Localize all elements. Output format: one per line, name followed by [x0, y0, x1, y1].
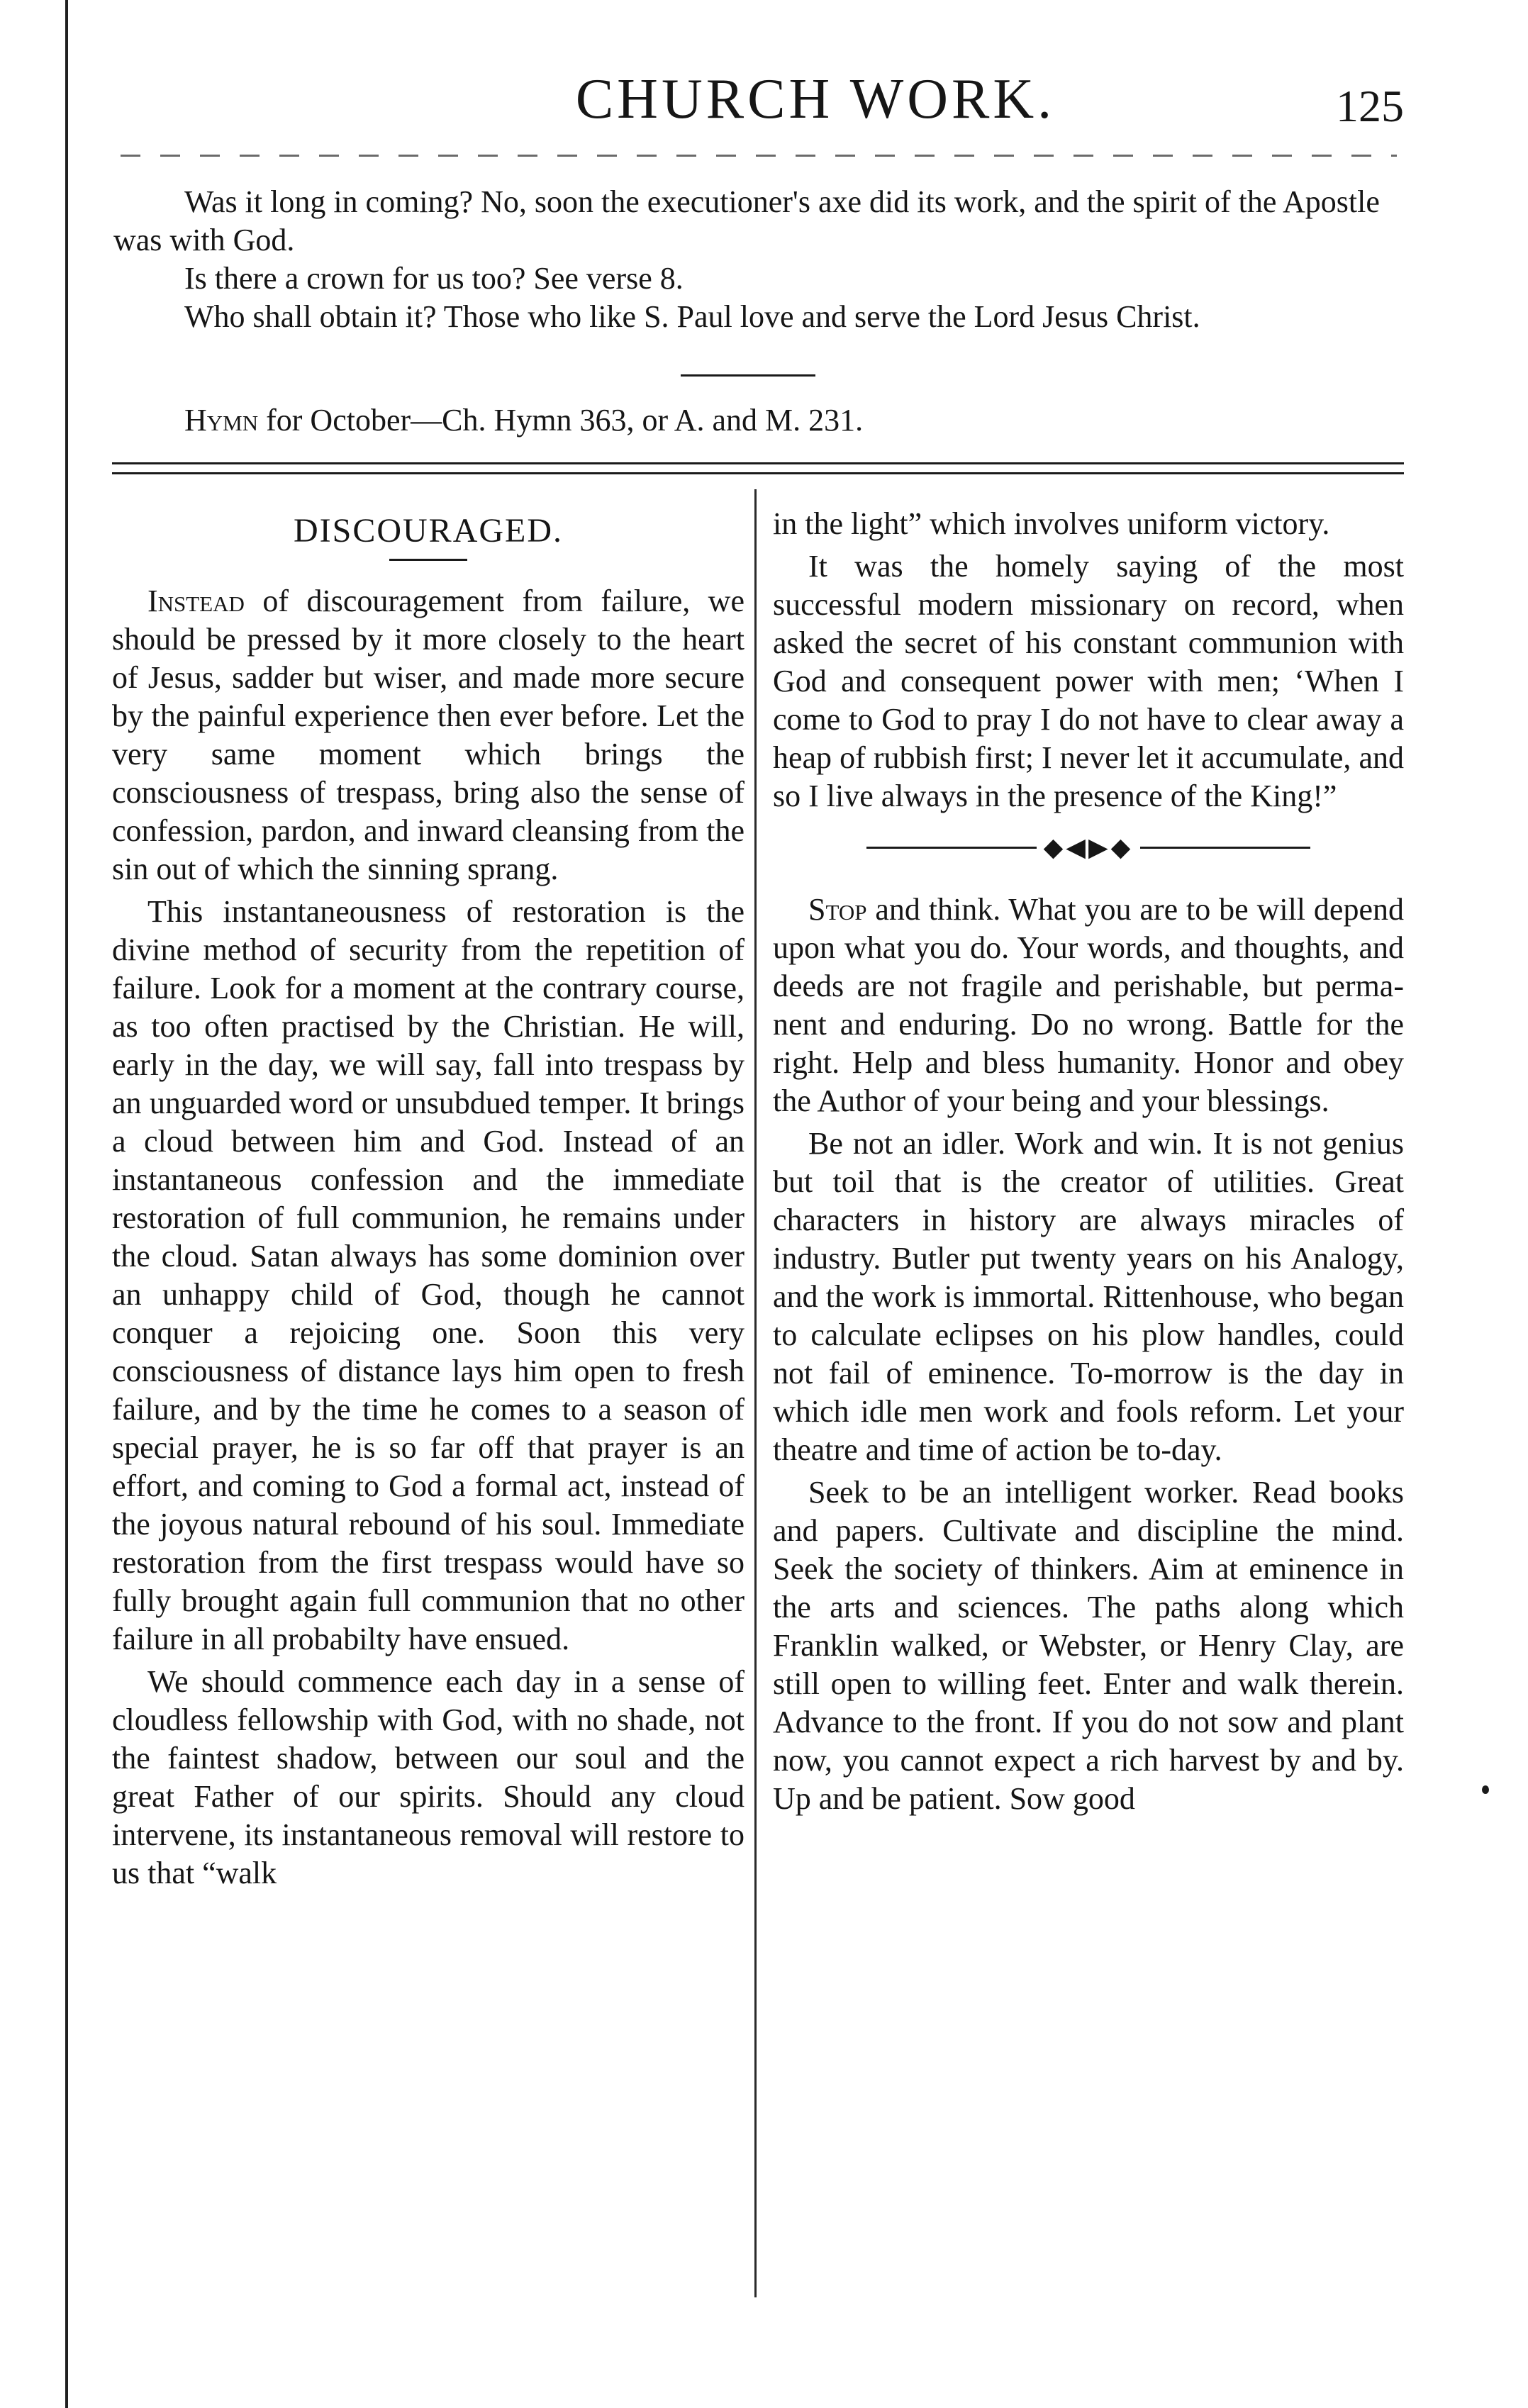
page-number: 125	[1336, 81, 1404, 131]
right-column	[773, 505, 1404, 1822]
binding-edge-line	[65, 0, 68, 2408]
section-double-rule-top	[112, 462, 1404, 464]
header-dashed-rule	[121, 155, 1397, 157]
ornament-glyph: ◆◀▶◆	[1043, 833, 1134, 862]
print-speck	[1482, 1785, 1489, 1794]
right-paragraph-3	[773, 891, 1404, 1120]
intro-question-1: Was it long in coming? No, soon the executioner's axe did its work, and the spirit of the Apostle was with God.	[113, 184, 1380, 257]
left-column	[112, 505, 745, 1897]
hymn-label: Hymn	[184, 403, 259, 437]
left-paragraph-1	[112, 582, 745, 888]
section-ornament	[773, 828, 1404, 866]
right-paragraph-2: It was the homely saying of the most successful modern missionary on record, when asked the secret of his constant communion with God and consequent power with men; ‘When I come to God to pray I do not have to clear away a heap of rubbish first; I never let it accumulate, and so I live always in the presence of the King!”	[773, 549, 1404, 813]
drop-word: Instead	[147, 584, 245, 618]
left-paragraph-3: We should commence each day in a sense of cloudless fellowship with God, with no shade, not the faintest shadow, between our soul and the great Father of our spirits. Should any cloud intervene, its instantaneous removal will restore to us that “walk	[112, 1664, 745, 1890]
left-paragraph-2: This instantaneousness of restoration is the divine method of security from the repetition of failure. Look for a moment at the contrary course, as too often practised by the Christian. He will, early in the day, we will say, fall into trespass by an unguarded word or unsubdued temper. It brings a cloud between him and God. Instead of an instantaneous confession and the immediate restoration of full communion, he remains under the cloud. Satan always has some dominion over an unhappy child of God, though he cannot conquer a rejoicing one. Soon this very consciousness of distance lays him open to fresh failure, and by the time he comes to a season of special prayer, he is so far off that prayer is an effort, and coming to God a formal act, instead of the joyous natural rebound of his soul. Immediate restoration from the first trespass would have so fully brought again full communion that no other failure in all probabilty have ensued.	[112, 894, 745, 1656]
section-double-rule-bottom	[112, 472, 1404, 474]
intro-block	[113, 183, 1397, 336]
right-paragraph-1: in the light” which involves uniform victory.	[773, 506, 1330, 541]
article-title: DISCOURAGED.	[293, 512, 563, 550]
running-head: CHURCH WORK.	[575, 68, 1056, 130]
intro-short-rule	[681, 374, 815, 377]
ornament-line-left	[866, 847, 1037, 849]
intro-question-3: Who shall obtain it? Those who like S. Paul love and serve the Lord Jesus Christ.	[184, 299, 1200, 334]
title-rule	[389, 559, 467, 561]
right-paragraph-4: Be not an idler. Work and win. It is not genius but toil that is the creator of utilities. Great characters in history are always miracles of industry. Butler put twenty years on his Analogy, and the work is immortal. Rittenhouse, who began to calculate eclipses on his plow handles, could not fail of eminence. To-morrow is the day in which idle men work and fools reform. Let your theatre and time of action be to-day.	[773, 1126, 1404, 1467]
drop-word-stop: Stop	[808, 892, 867, 927]
right-paragraph-5: Seek to be an intelligent worker. Read books and papers. Cultivate and discipline the mind. Seek the society of thinkers. Aim at eminence in the arts and sciences. The paths along which Franklin walked, or Webster, or Henry Clay, are still open to willing feet. Enter and walk therein. Advance to the front. If you do not sow and plant now, you cannot expect a rich harvest by and by. Up and be patient. Sow good	[773, 1475, 1404, 1816]
hymn-line	[184, 401, 1390, 440]
right-paragraph-3-text: and think. What you are to be will depend upon what you do. Your words, and thoughts, and deeds are not fragile and perishable, but permanent and enduring. Do no wrong. Battle for the right. Help and bless humanity. Honor and obey the Author of your being and your blessings.	[773, 892, 1404, 1118]
left-paragraph-1-text: of discouragement from failure, we should be pressed by it more closely to the heart of Jesus, sadder but wiser, and made more secure by the painful experience then ever before. Let the very same moment which brings the consciousness of trespass, bring also the sense of confession, pardon, and inward cleansing from the sin out of which the sinning sprang.	[112, 584, 745, 886]
ornament-line-right	[1140, 847, 1310, 849]
hymn-text: for October—Ch. Hymn 363, or A. and M. 231.	[258, 403, 864, 437]
column-divider	[754, 489, 757, 2297]
intro-question-2: Is there a crown for us too? See verse 8.	[184, 261, 684, 296]
